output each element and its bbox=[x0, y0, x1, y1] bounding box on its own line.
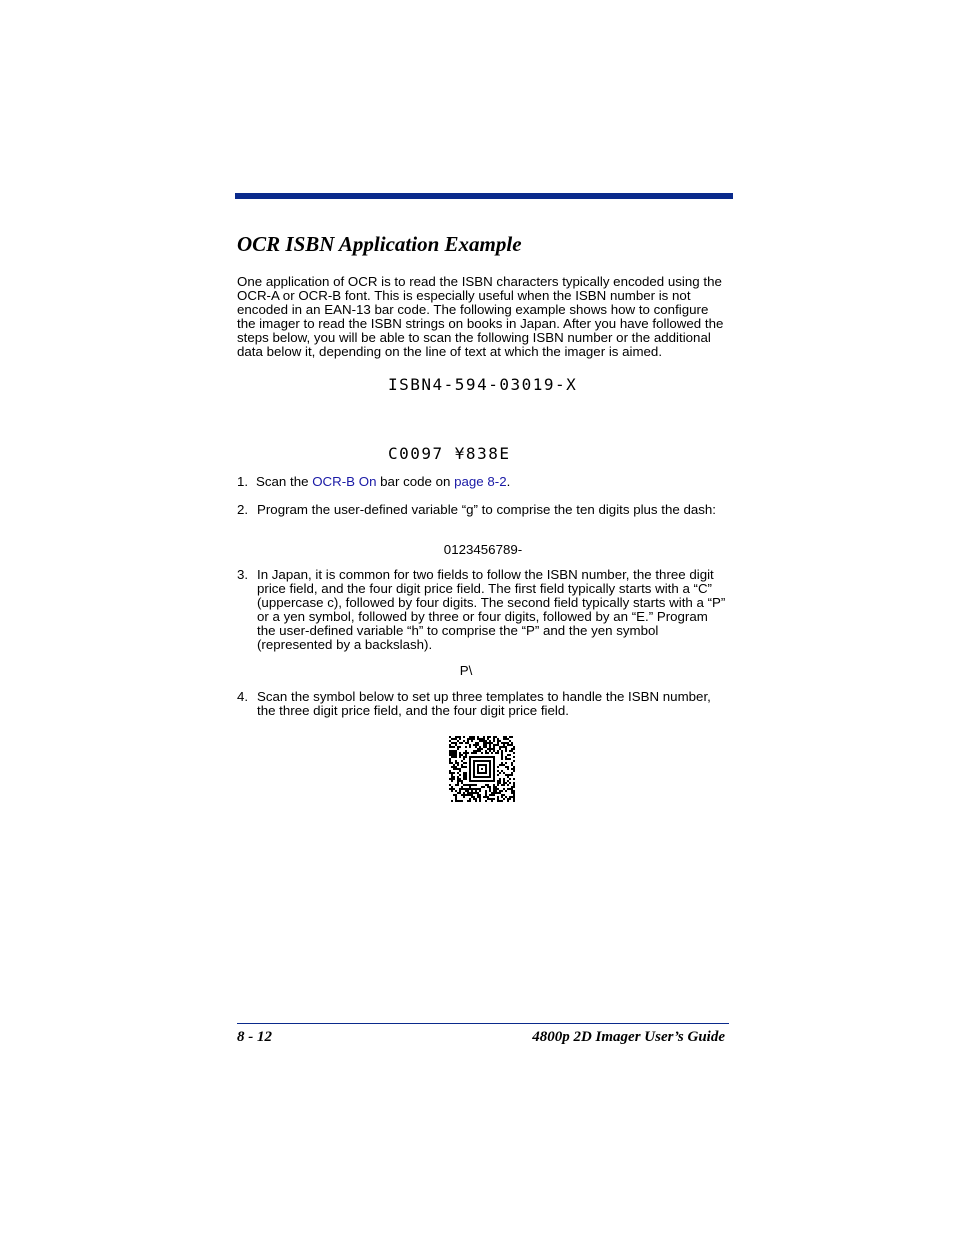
step-1 bbox=[237, 475, 729, 489]
ocr-sample-isbn: ISBN4-594-03019-X bbox=[388, 375, 578, 394]
step-4 bbox=[237, 690, 729, 718]
step-2 bbox=[237, 503, 729, 517]
step-text bbox=[256, 475, 729, 489]
step-number: 2. bbox=[237, 502, 249, 517]
step-text: In Japan, it is common for two fields to follow the ISBN number, the three digit price field, and the four digit price field. The first field typically starts with a “C” (uppercase c), followed by four digits. The second field typically starts with a “P” or a yen symbol, followed by three or four digits, followed by an “E.” Program the user-defined variable “h” to comprise the “P” and the yen symbol (represented by a backslash). bbox=[257, 567, 726, 652]
step-number: 4. bbox=[237, 689, 249, 704]
step-text-part: bar code on bbox=[376, 474, 455, 489]
section-title: OCR ISBN Application Example bbox=[237, 232, 522, 256]
step-3 bbox=[237, 568, 729, 652]
ocr-sample-price: C0097 ¥838E bbox=[388, 444, 511, 463]
aztec-barcode-icon[interactable] bbox=[449, 736, 515, 802]
step-text: Scan the symbol below to set up three templates to handle the ISBN number, the three digit price field, and the four digit price field. bbox=[257, 689, 711, 718]
step-number: 3. bbox=[237, 567, 249, 582]
variable-h-value: P\ bbox=[459, 663, 473, 678]
step-text: Program the user-defined variable “g” to comprise the ten digits plus the dash: bbox=[257, 502, 716, 517]
step-text-part: . bbox=[506, 474, 511, 489]
variable-g-value: 0123456789- bbox=[443, 542, 523, 557]
page-8-2-link[interactable]: page 8-2 bbox=[454, 474, 507, 489]
step-number: 1. bbox=[237, 474, 249, 489]
footer-rule bbox=[237, 1023, 729, 1024]
page-number: 8 - 12 bbox=[237, 1029, 272, 1045]
step-text-part: Scan the bbox=[256, 474, 313, 489]
intro-paragraph: One application of OCR is to read the ISBN characters typically encoded using the OCR-A or OCR-B font. This is especially useful when the ISBN number is not encoded in an EAN-13 bar code. The following example shows how to configure the imager to read the ISBN strings on books in Japan. After you have followed the steps below, you will be able to scan the following ISBN number or the additional data below it, depending on the line of text at which the imager is aimed. bbox=[237, 274, 724, 359]
guide-title: 4800p 2D Imager User’s Guide bbox=[532, 1029, 725, 1045]
header-rule bbox=[235, 193, 733, 199]
ocr-b-on-link[interactable]: OCR-B On bbox=[312, 474, 377, 489]
